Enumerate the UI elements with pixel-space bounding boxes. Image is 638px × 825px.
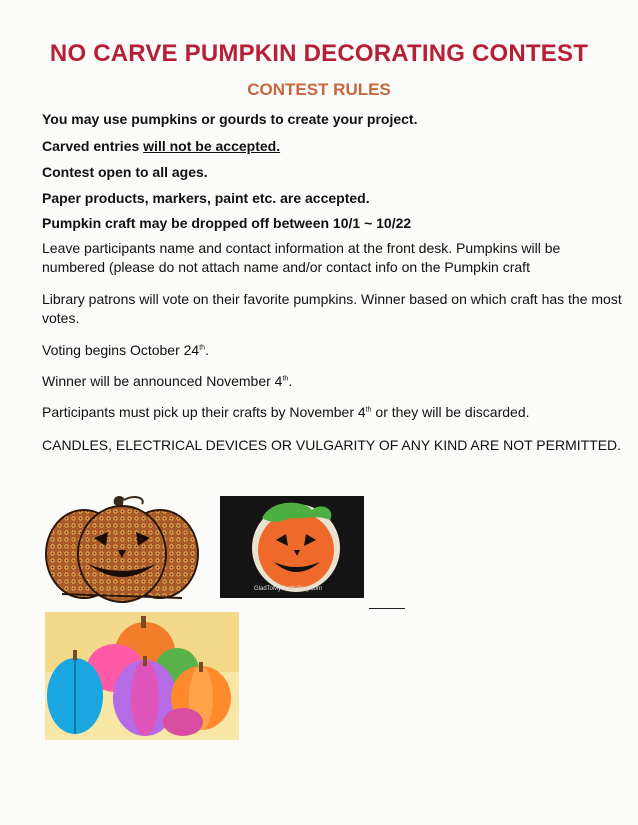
rule-pick-up (42, 403, 622, 422)
photo-watermark: GladToMyCraftsBlog.com (254, 586, 323, 592)
rule-voting-begins (42, 341, 622, 360)
voting-begins-sup: th (199, 344, 206, 352)
winner-text: Winner will be announced November 4 (42, 373, 283, 389)
rule-carved-entries-prefix: Carved entries (42, 138, 144, 154)
pick-up-end: or they will be discarded. (371, 404, 530, 420)
pick-up-sup: th (365, 406, 372, 414)
rule-carved-entries (42, 137, 622, 156)
winner-sup: th (282, 375, 289, 383)
rule-contact-info: Leave participants name and contact information at the front desk. Pumpkins will be numbered (please do not attach name and/or contact info on the Pumpkin craft (42, 240, 561, 275)
paper-plate-pumpkin-image (220, 496, 364, 598)
page-title: NO CARVE PUMPKIN DECORATING CONTEST (49, 40, 589, 67)
rule-all-ages: Contest open to all ages. (42, 164, 208, 180)
paper-plate-pumpkin-drawing (220, 496, 364, 598)
rule-drop-off: Pumpkin craft may be dropped off between 10/1 ~ 10/22 (42, 215, 412, 231)
pick-up-text: Participants must pick up their crafts by November 4 (42, 404, 366, 420)
rule-not-permitted: CANDLES, ELECTRICAL DEVICES OR VULGARITY OF ANY KIND ARE NOT PERMITTED. (42, 437, 622, 453)
decorated-pumpkin-image (42, 494, 202, 606)
rule-pumpkins-or-gourds: You may use pumpkins or gourds to create your project. (42, 111, 418, 127)
rule-materials: Paper products, markers, paint etc. are accepted. (42, 190, 370, 206)
rule-carved-entries-underlined: will not be accepted. (143, 138, 281, 154)
winner-end: . (288, 373, 293, 389)
page-subtitle: CONTEST RULES (247, 80, 391, 99)
rule-voting: Library patrons will vote on their favorite pumpkins. Winner based on which craft has the most votes. (42, 291, 622, 326)
voting-begins-text: Voting begins October 24 (42, 342, 200, 358)
rule-winner-announced (42, 372, 622, 391)
paper-pumpkins-image (45, 612, 239, 740)
voting-begins-end: . (205, 342, 209, 358)
short-line-divider (369, 608, 405, 609)
